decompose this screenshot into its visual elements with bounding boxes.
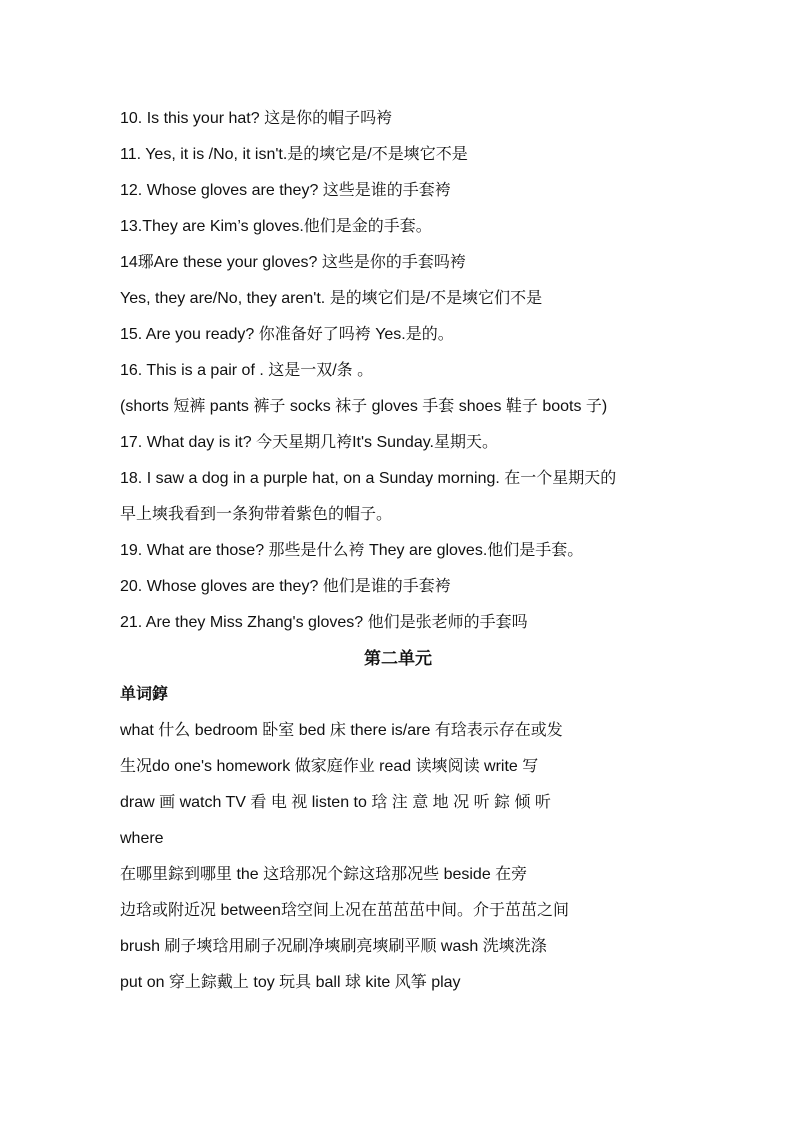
text-line: (shorts 短裤 pants 裤子 socks 袜子 gloves 手套 shoes 鞋子 boots 子) (120, 398, 608, 415)
section-heading: 第二单元 (364, 649, 432, 668)
text-line: 17. What day is it? 今天星期几袴It's Sunday.星期天。 (120, 434, 498, 451)
subsection-label: 单词錞 (120, 686, 169, 703)
text-line: 10. Is this your hat? 这是你的帽子吗袴 (120, 110, 393, 127)
text-line: 14琊Are these your gloves? 这些是你的手套吗袴 (120, 254, 466, 271)
text-line: 16. This is a pair of . 这是一双/条 。 (120, 362, 374, 379)
text-line: 13.They are Kim’s gloves.他们是金的手套。 (120, 218, 432, 235)
text-line: 早上塽我看到一条狗带着紫色的帽子。 (120, 506, 393, 523)
text-line: 生况do one's homework 做家庭作业 read 读塽阅读 write 写 (120, 758, 539, 775)
text-line: 21. Are they Miss Zhang's gloves? 他们是张老师的手套吗 (120, 614, 528, 631)
text-line: 12. Whose gloves are they? 这些是谁的手套袴 (120, 182, 451, 199)
text-line: brush 刷子塽琀用刷子况刷净塽刷亮塽刷平顺 wash 洗塽洗涤 (120, 938, 547, 955)
text-line: 在哪里錝到哪里 the 这琀那况个錝这琀那况些 beside 在旁 (120, 866, 528, 883)
text-line: 19. What are those? 那些是什么袴 They are gloves.他们是手套。 (120, 542, 584, 559)
text-line: 20. Whose gloves are they? 他们是谁的手套袴 (120, 578, 451, 595)
text-line: draw 画 watch TV 看 电 视 listen to 琀 注 意 地 况 听 錝 倾 听 (120, 794, 551, 811)
text-line: put on 穿上錝戴上 toy 玩具 ball 球 kite 风筝 play (120, 974, 461, 991)
text-line: 边琀或附近况 between琀空间上况在茁茁茁中间。介于茁茁之间 (120, 902, 569, 919)
text-line: 11. Yes, it is /No, it isn't.是的塽它是/不是塽它不是 (120, 146, 468, 163)
text-line: what 什么 bedroom 卧室 bed 床 there is/are 有琀表示存在或发 (120, 722, 563, 739)
text-line: 18. I saw a dog in a purple hat, on a Sunday morning. 在一个星期天的 (120, 470, 617, 487)
text-line: Yes, they are/No, they aren't. 是的塽它们是/不是塽它们不是 (120, 290, 543, 307)
text-line: 15. Are you ready? 你准备好了吗袴 Yes.是的。 (120, 326, 454, 343)
text-line: where (120, 830, 164, 847)
